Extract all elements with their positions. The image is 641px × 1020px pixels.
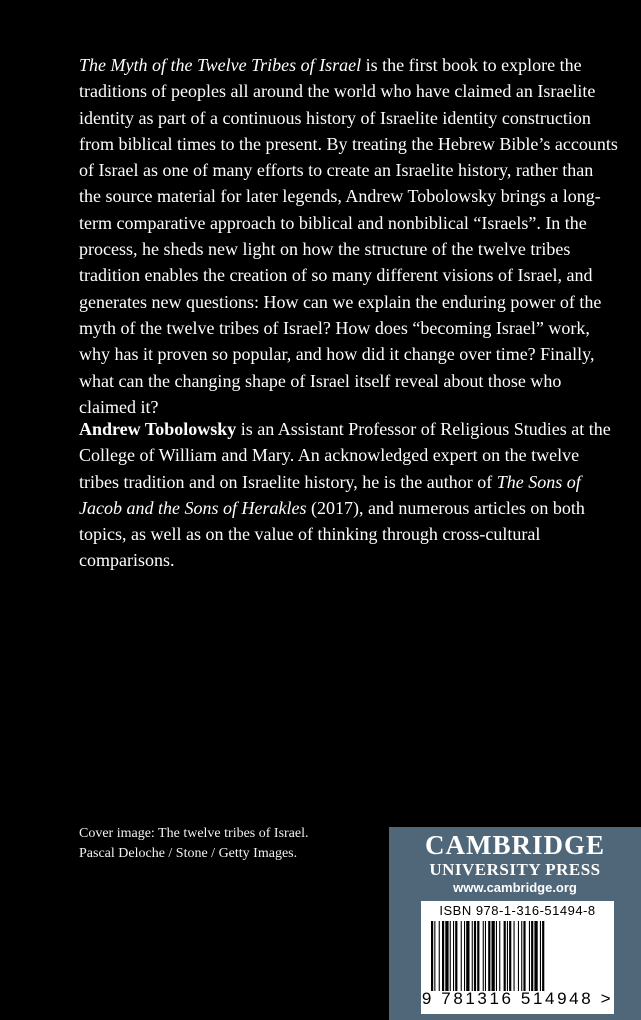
bio-text-2: (2017), and numerous articles on both topics, as well as on the value of thinking through cross-cultural comparisons. [79,497,585,571]
barcode-bar [531,921,533,991]
barcode-bar [453,921,454,991]
publisher-name: CAMBRIDGE [424,830,605,860]
barcode-bar [450,921,451,991]
barcode-bar [445,921,448,991]
barcode-bar [483,921,484,991]
author-bio [79,416,619,574]
prior-book-title: The Sons of Jacob and the Sons of Herakles [79,471,581,518]
barcode-bar [431,921,433,991]
barcode-bar [439,921,440,991]
barcode-bar [485,921,486,991]
barcode-box [421,901,614,1014]
book-title: The Myth of the Twelve Tribes of Israel [79,55,362,75]
barcode-bar [518,921,519,991]
barcode-bar [464,921,465,991]
credit-line-2: Pascal Deloche / Stone / Getty Images. [79,846,298,861]
barcode-bar [474,921,476,991]
bio-text-1: is an Assistant Professor of Religious Studies at the College of William and Mary. An acknowledged expert on the twelve tribes tradition and on Israelite history, he is the author of [79,419,611,492]
barcode-bar [509,921,511,991]
barcode-bar [434,921,435,991]
barcode-bar [514,921,515,991]
barcode-bar [461,921,462,991]
book-description [79,52,619,420]
publisher-press: UNIVERSITY PRESS [429,860,601,879]
barcode-bar [472,921,473,991]
barcode-bar [496,921,497,991]
barcode-bar [521,921,522,991]
barcode-bar [477,921,479,991]
publisher-panel [389,827,641,1020]
cover-image-credit [79,824,379,864]
barcode-digits: 9 781316 514948 > [421,989,614,1008]
credit-line-1: Cover image: The twelve tribes of Israel. [79,826,309,841]
author-name: Andrew Tobolowsky [79,419,237,439]
barcode-bar [442,921,444,991]
barcode-bar [455,921,457,991]
barcode-bar [466,921,469,991]
barcode-bar [507,921,508,991]
barcode-bar [542,921,544,991]
isbn-label: ISBN 978-1-316-51494-8 [439,903,596,918]
barcode-bar [529,921,530,991]
description-text: is the first book to explore the traditions of peoples all around the world who have claimed an Israelite identity as part of a continuous history of Israelite identity construction from biblical times to the present. By treating the Hebrew Bible’s accounts of Israel as one of many efforts to create an Israelite history, rather than the source material for later legends, Andrew Tobolowsky brings a long-term comparative approach to biblical and nonbiblical “Israels”. In the process, he sheds new light on how the structure of the twelve tribes tradition enables the creation of so many different visions of Israel, and generates new questions: How can we explain the enduring power of the myth of the twelve tribes of Israel? How does “becoming Israel” work, why has it proven so popular, and how did it change over time? Finally, what can the changing shape of Israel itself reveal about those who claimed it? [79,55,618,417]
barcode-bar [488,921,490,991]
barcode-bar [499,921,500,991]
barcode-bar [492,921,495,991]
barcode-bar [534,921,537,991]
barcode-bar [523,921,525,991]
publisher-url: www.cambridge.org [453,880,577,895]
barcode-bar [504,921,506,991]
barcode-bar [540,921,541,991]
barcode-bars [431,921,607,991]
